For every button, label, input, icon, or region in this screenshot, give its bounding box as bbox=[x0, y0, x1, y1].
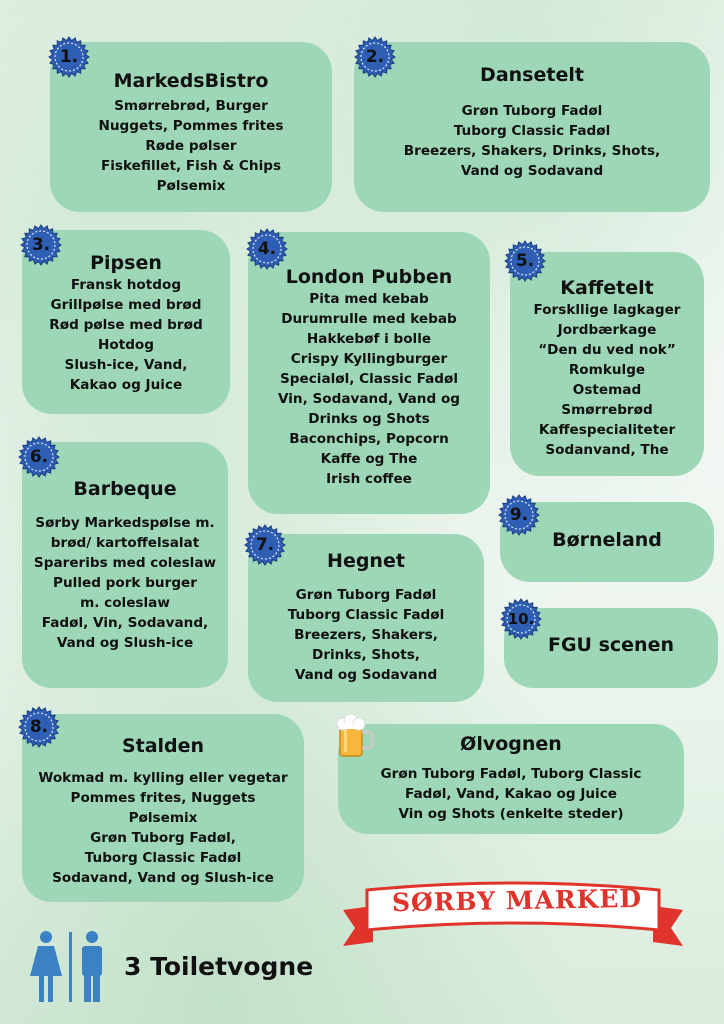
stall-title: MarkedsBistro bbox=[113, 70, 269, 92]
stall-title: Dansetelt bbox=[480, 64, 584, 86]
stall-item: Breezers, Shakers, bbox=[294, 627, 438, 643]
badge-number: 10. bbox=[507, 610, 535, 628]
badge-number: 4. bbox=[257, 239, 277, 259]
beer-mug-icon bbox=[334, 712, 374, 760]
badge-number: 8. bbox=[29, 717, 49, 737]
stall-item: Grillpølse med brød bbox=[50, 297, 202, 313]
stall-item: Kakao og Juice bbox=[69, 377, 183, 393]
stall-item: Fiskefillet, Fish & Chips bbox=[100, 158, 282, 174]
stall-item: Vand og Sodavand bbox=[294, 667, 438, 683]
stall-card-markedsbistro bbox=[50, 42, 332, 212]
stall-number-badge bbox=[18, 706, 60, 748]
stall-number-badge bbox=[48, 36, 90, 78]
stall-item: Breezers, Shakers, Drinks, Shots, bbox=[403, 143, 661, 159]
stall-item: Irish coffee bbox=[326, 471, 412, 487]
stall-item: Crispy Kyllingburger bbox=[290, 351, 448, 367]
stall-item: Drinks og Shots bbox=[308, 411, 430, 427]
stall-item: Tuborg Classic Fadøl bbox=[287, 607, 445, 623]
stall-item: Vin, Sodavand, Vand og bbox=[277, 391, 461, 407]
stall-item: Grøn Tuborg Fadøl, Tuborg Classic bbox=[380, 766, 642, 782]
stall-item: Sørby Markedspølse m. bbox=[35, 515, 215, 531]
stall-item: Pølsemix bbox=[156, 178, 226, 194]
stall-number-badge bbox=[354, 36, 396, 78]
stall-item: Hakkebøf i bolle bbox=[306, 331, 432, 347]
stall-card-london-pubben bbox=[248, 232, 490, 514]
stall-item: Fadøl, Vand, Kakao og Juice bbox=[404, 786, 617, 802]
stall-item: Pommes frites, Nuggets bbox=[70, 790, 256, 806]
stall-item: Drinks, Shots, bbox=[312, 647, 420, 663]
stall-number-badge bbox=[18, 436, 60, 478]
stall-item: Specialøl, Classic Fadøl bbox=[279, 371, 459, 387]
stall-title: Stalden bbox=[121, 735, 205, 757]
badge-number: 6. bbox=[29, 447, 49, 467]
stall-item: Fadøl, Vin, Sodavand, bbox=[41, 615, 209, 631]
stall-item: brød/ kartoffelsalat bbox=[50, 535, 200, 551]
stall-title: Hegnet bbox=[327, 550, 405, 572]
stall-title: Barbeque bbox=[73, 478, 177, 500]
stall-title: FGU scenen bbox=[547, 634, 674, 656]
badge-number: 2. bbox=[365, 47, 385, 67]
stall-item: Grøn Tuborg Fadøl bbox=[295, 587, 437, 603]
stall-item: Baconchips, Popcorn bbox=[289, 431, 449, 447]
stall-title: London Pubben bbox=[285, 266, 453, 288]
stall-item: Grøn Tuborg Fadøl, bbox=[90, 830, 236, 846]
man-toilet-icon bbox=[82, 931, 102, 1002]
stall-number-badge bbox=[20, 224, 62, 266]
stall-item: Tuborg Classic Fadøl bbox=[84, 850, 242, 866]
stall-item: Nuggets, Pommes frites bbox=[98, 118, 284, 134]
stall-item: Vand og Sodavand bbox=[460, 163, 604, 179]
badge-number: 5. bbox=[515, 251, 535, 271]
stall-item: Pita med kebab bbox=[309, 291, 429, 307]
stall-item: Pulled pork burger bbox=[53, 575, 197, 591]
stall-item: Sodavand, Vand og Slush-ice bbox=[52, 870, 274, 886]
stall-item: Spareribs med coleslaw bbox=[33, 555, 217, 571]
stall-number-badge bbox=[504, 240, 546, 282]
stall-card-dansetelt bbox=[354, 42, 710, 212]
stall-item: m. coleslaw bbox=[80, 595, 170, 611]
stall-number-badge bbox=[500, 598, 542, 640]
stall-item: Jordbærkage bbox=[557, 322, 657, 338]
stall-item: Pølsemix bbox=[128, 810, 198, 826]
stall-item: Vin og Shots (enkelte steder) bbox=[398, 806, 624, 822]
stall-item: Vand og Slush-ice bbox=[56, 635, 194, 651]
badge-number: 1. bbox=[59, 47, 79, 67]
stall-card-stalden bbox=[22, 714, 304, 902]
stall-card-kaffetelt bbox=[510, 252, 704, 476]
woman-toilet-icon bbox=[30, 931, 62, 1002]
stall-item: Fransk hotdog bbox=[70, 277, 182, 293]
stall-item: Slush-ice, Vand, bbox=[64, 357, 188, 373]
stall-item: Tuborg Classic Fadøl bbox=[453, 123, 611, 139]
divider bbox=[69, 932, 72, 1002]
stall-item: Røde pølser bbox=[145, 138, 237, 154]
toilet-icon-group bbox=[30, 928, 110, 1004]
stall-item: Grøn Tuborg Fadøl bbox=[461, 103, 603, 119]
stall-item: Forskllige lagkager bbox=[533, 302, 681, 318]
banner-text: SØRBY MARKED bbox=[391, 883, 643, 918]
stall-title: Ølvognen bbox=[460, 733, 562, 755]
stall-title: Børneland bbox=[552, 529, 662, 551]
stall-item: Kaffe og The bbox=[320, 451, 418, 467]
stall-item: Smørrebrød, Burger bbox=[114, 98, 268, 114]
stall-card-barbeque bbox=[22, 442, 228, 688]
stall-item: Ostemad bbox=[572, 382, 642, 398]
stall-item: Rød pølse med brød bbox=[49, 317, 203, 333]
toilets-label: 3 Toiletvogne bbox=[124, 952, 314, 981]
stall-number-badge bbox=[244, 524, 286, 566]
stall-number-badge bbox=[246, 228, 288, 270]
stall-item: Sodanvand, The bbox=[545, 442, 669, 458]
stall-number-badge bbox=[498, 494, 540, 536]
stall-item: Romkulge bbox=[568, 362, 646, 378]
badge-number: 9. bbox=[509, 505, 529, 525]
badge-number: 7. bbox=[255, 535, 275, 555]
stall-title: Kaffetelt bbox=[560, 277, 654, 299]
stall-item: “Den du ved nok” bbox=[538, 342, 676, 358]
badge-number: 3. bbox=[31, 235, 51, 255]
stall-item: Kaffespecialiteter bbox=[538, 422, 676, 438]
stall-item: Hotdog bbox=[97, 337, 154, 353]
stall-item: Durumrulle med kebab bbox=[281, 311, 457, 327]
stall-item: Wokmad m. kylling eller vegetar bbox=[38, 770, 288, 786]
stall-card-olvognen bbox=[338, 724, 684, 834]
stall-item: Smørrebrød bbox=[561, 402, 653, 418]
stall-title: Pipsen bbox=[90, 252, 162, 274]
